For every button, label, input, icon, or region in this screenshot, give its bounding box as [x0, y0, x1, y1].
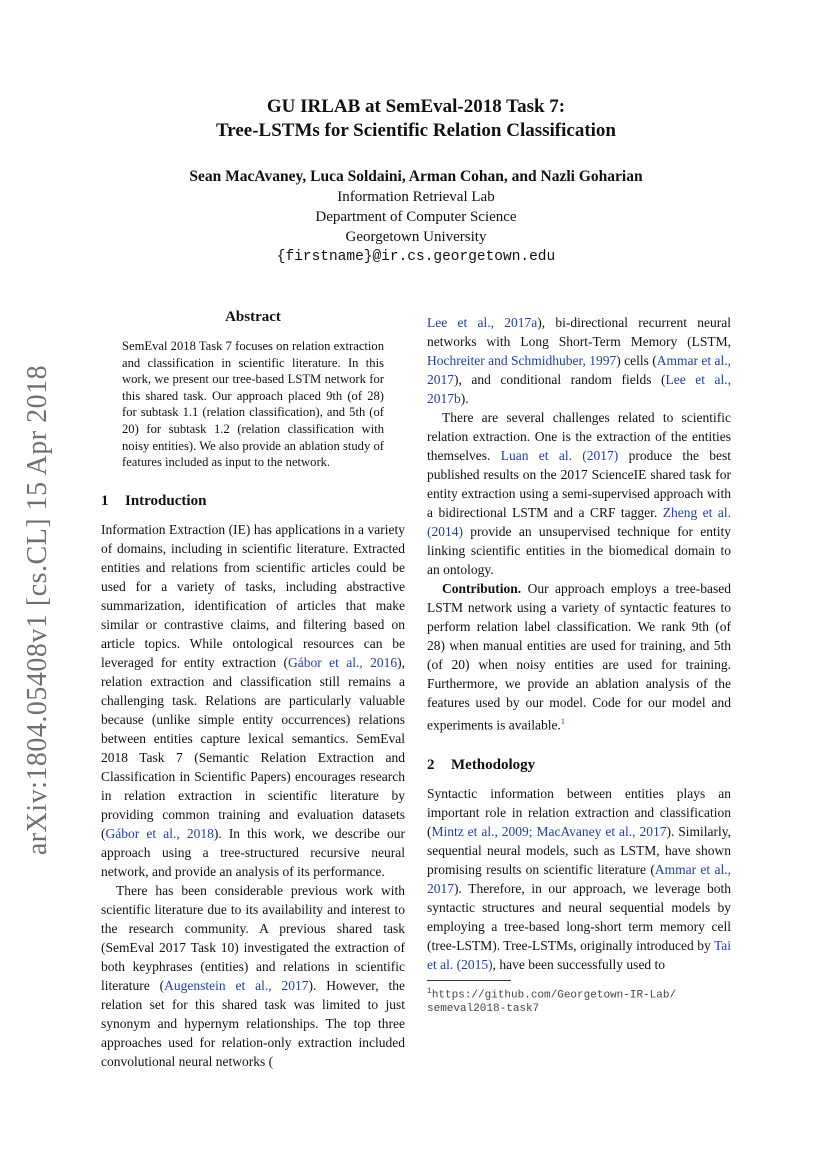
text-run: There has been considerable previous work with scientific literature due to its availability and interest to the research community. A previous shared task (SemEval 2017 Task 10) investigated the extraction of both keyphrases (entities) and relations in scientific literature (	[101, 882, 405, 993]
citation-link[interactable]: Gábor et al., 2018	[105, 825, 214, 841]
left-column	[101, 309, 405, 1071]
citation-link[interactable]: Ammar et al., 2017	[427, 353, 731, 387]
paper-title	[100, 95, 732, 143]
author-names: Sean MacAvaney, Luca Soldaini, Arman Cohan, and Nazli Goharian	[189, 168, 643, 185]
contribution-paragraph	[427, 579, 731, 735]
text-run: There are several challenges related to scientific relation extraction. One is the extraction of the entities themselves.	[427, 410, 731, 463]
footnote-url-line-2[interactable]: semeval2018-task7	[427, 1003, 540, 1016]
citation-link[interactable]: Gábor et al., 2016	[287, 654, 398, 670]
abstract-body: SemEval 2018 Task 7 focuses on relation extraction and classification in scientific literature. In this work, we present our tree-based LSTM network for this shared task. Our approach placed 9th (of 28) for subtask 1.1 (relation classification), and 5th (of 20) for subtask 1.2 (relation classification with noisy entities). We also provide an ablation study of features included as input to the network.	[122, 339, 384, 470]
footnote-url-line-1[interactable]: https://github.com/Georgetown-IR-Lab/	[431, 989, 677, 1002]
citation-link[interactable]: Mintz et al., 2009; MacAvaney et al., 2017	[431, 823, 667, 839]
arxiv-identifier: arXiv:1804.05408v1 [cs.CL] 15 Apr 2018	[22, 364, 53, 856]
affiliation-dept: Department of Computer Science	[315, 209, 517, 225]
citation-link[interactable]: Luan et al. (2017)	[500, 448, 619, 463]
title-line-2: Tree-LSTMs for Scientific Relation Classification	[215, 120, 616, 141]
text-run: ), and conditional random fields (	[454, 372, 666, 387]
section-title: Introduction	[125, 492, 207, 509]
section-heading-methodology	[427, 757, 731, 774]
section-heading-introduction	[101, 493, 405, 510]
text-run: ). Similarly, sequential neural models, such as LSTM, have shown promising results on scientific literature (	[427, 823, 732, 877]
footnote-marker[interactable]: 1	[560, 717, 565, 726]
section-number: 2	[427, 756, 435, 773]
section-number: 1	[101, 492, 109, 509]
citation-link[interactable]: Lee et al., 2017a	[427, 315, 538, 330]
text-run: Syntactic information between entities plays an important role in relation extraction and classification (	[427, 785, 731, 839]
abstract-heading: Abstract	[225, 309, 281, 325]
title-line-1: GU IRLAB at SemEval-2018 Task 7:	[266, 96, 566, 117]
intro-paragraph-1	[101, 520, 405, 881]
intro-paragraph-2	[101, 881, 405, 1071]
text-run: produce the best published results on the 2017 ScienceIE shared task for entity extraction using a semi-supervised approach with a bidirectional LSTM and a CRF tagger.	[427, 448, 732, 520]
contribution-label: Contribution.	[442, 581, 522, 596]
citation-link[interactable]: Ammar et al., 2017	[427, 861, 731, 896]
section-title: Methodology	[451, 756, 536, 773]
text-run: provide an unsupervised technique for entity linking scientific entities in the biomedical domain to an ontology.	[427, 524, 731, 577]
right-column	[427, 313, 731, 1016]
citation-link[interactable]: Lee et al., 2017b	[427, 372, 732, 406]
citation-link[interactable]: Augenstein et al., 2017	[164, 977, 309, 993]
author-block	[100, 167, 732, 267]
text-run: ), relation extraction and classification still remains a challenging task. Relations are particularly valuable because (unlike simple entity occurrences) relations between entities capture lexical semantics. SemEval 2018 Task 7 (Semantic Relation Extraction and Classification in Scientific Papers) encourages research in relation extraction in scientific literature by providing common training and evaluation datasets (	[101, 654, 405, 841]
footnote-divider	[427, 980, 511, 981]
text-run: ) cells (	[616, 353, 657, 368]
citation-link[interactable]: Zheng et al. (2014)	[427, 505, 731, 539]
text-run: ). However, the relation set for this shared task was limited to just synonym and hypernym relationships. The top three approaches used for relation-only extraction included convolutional neural networks (	[101, 977, 405, 1069]
intro-paragraph-3	[427, 408, 731, 579]
text-run: ). In this work, we describe our approach using a tree-structured recursive neural network, and provide an analysis of its performance.	[101, 825, 405, 879]
text-run: ). Therefore, in our approach, we leverage both syntactic structures and neural sequential models by employing a tree-based long-short term memory cell (tree-LSTM). Tree-LSTMs, originally introduced by	[427, 880, 731, 953]
text-run: ).	[460, 391, 469, 406]
citation-link[interactable]: Tai et al. (2015)	[427, 937, 731, 972]
author-email: {firstname}@ir.cs.georgetown.edu	[276, 249, 556, 265]
text-run: Information Extraction (IE) has applications in a variety of domains, including in scientific literature. Extracted entities and relations from scientific articles could be used for a variety of tasks, including abstractive summarization, identification of articles that make similar or contrastive claims, and filtering based on article topics. While ontological resources can be leveraged for entity extraction (	[101, 521, 405, 670]
methodology-paragraph-1	[427, 784, 731, 974]
footnote-number: 1	[427, 986, 432, 996]
text-run: Our approach employs a tree-based LSTM network using a variety of syntactic features to perform relation label classification. We rank 9th (of 28) when manual entities are used for training, and 5th (of 20) when noisy entities are used for training. Furthermore, we provide an ablation analysis of the features used by our model. Code for our model and experiments is available.	[427, 581, 731, 733]
affiliation-lab: Information Retrieval Lab	[337, 189, 495, 205]
intro-paragraph-2-cont	[427, 313, 731, 408]
affiliation-univ: Georgetown University	[345, 229, 487, 245]
text-run: , have been successfully used to	[492, 956, 666, 972]
text-run: ), bi-directional recurrent neural networks with Long Short-Term Memory (LSTM,	[427, 315, 731, 349]
citation-link[interactable]: Hochreiter and Schmidhuber, 1997	[427, 353, 617, 368]
footnote	[427, 985, 731, 1017]
